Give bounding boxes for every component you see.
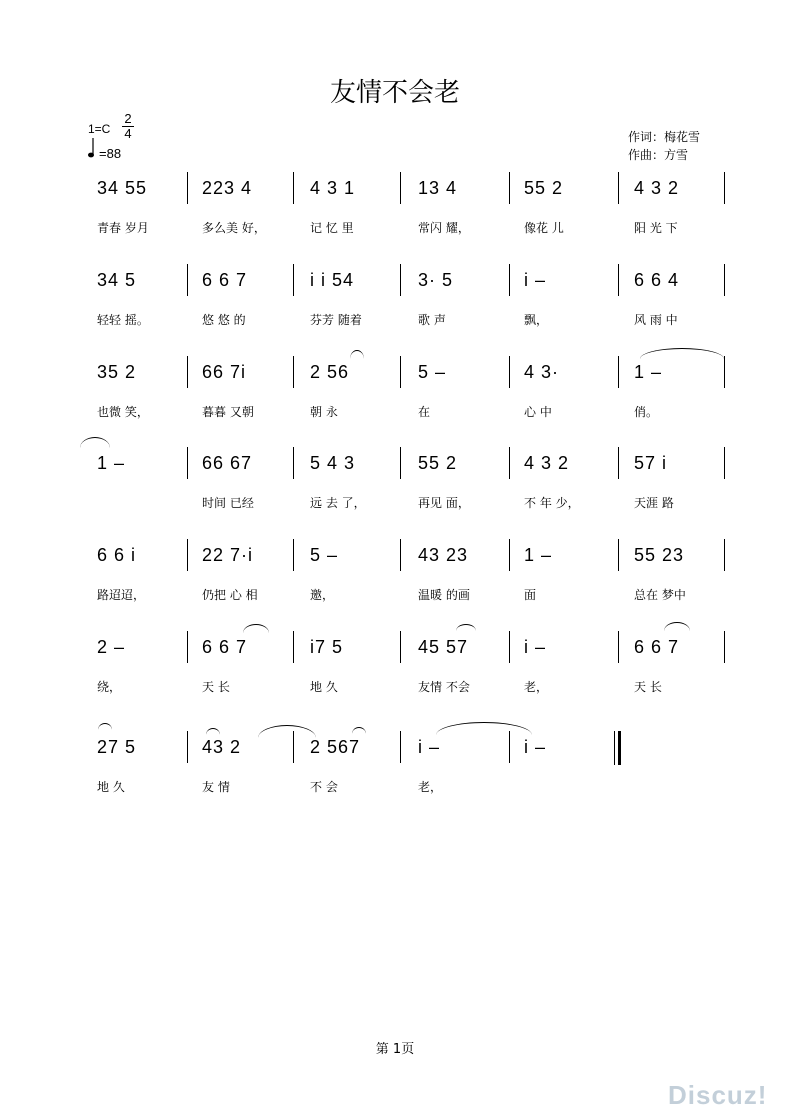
bar-line (400, 172, 401, 204)
bar-line (293, 631, 294, 663)
measure-notes: 6 6 7 (634, 637, 680, 657)
measure-notes: 2 567 (310, 737, 361, 757)
bar-line (187, 264, 188, 296)
bar-line (293, 264, 294, 296)
bar-line (509, 447, 510, 479)
lyric-text: 邀， (310, 588, 335, 602)
measure-notes: 66 7i (202, 362, 247, 382)
measure-notes: 1 – (97, 453, 126, 473)
measure-notes: 57 i (634, 453, 668, 473)
key-signature: 1=C (88, 122, 111, 136)
lyric-text: 多么美 好， (202, 221, 266, 235)
slur-mark (352, 727, 366, 734)
lyric-text: 天涯 路 (634, 496, 674, 510)
measure-notes: i – (418, 737, 441, 757)
slur-mark (664, 622, 690, 631)
bar-line (293, 447, 294, 479)
slur-mark (206, 728, 220, 735)
lyric-text: 风 雨 中 (634, 313, 678, 327)
tempo-marking: =88 (99, 146, 122, 161)
lyric-text: 天 长 (202, 680, 230, 694)
measure-notes: 55 2 (524, 178, 564, 198)
measure-notes: 55 2 (418, 453, 458, 473)
slur-mark (80, 437, 110, 448)
slur-mark (456, 624, 476, 631)
bar-line (509, 356, 510, 388)
lyric-text: 总在 梦中 (634, 588, 686, 602)
bar-line (400, 731, 401, 763)
measure-notes: 4 3 2 (634, 178, 680, 198)
bar-line (187, 356, 188, 388)
measure-notes: 5 4 3 (310, 453, 356, 473)
bar-line (400, 539, 401, 571)
bar-line (293, 356, 294, 388)
lyric-text: 不 会 (310, 780, 338, 794)
song-title: 友情不会老 (329, 78, 460, 108)
measure-notes: 2 56 (310, 362, 350, 382)
bar-line (509, 264, 510, 296)
lyric-text: 也微 笑， (97, 405, 149, 419)
lyric-text: 远 去 了， (310, 496, 366, 510)
lyric-text: 仍把 心 相 (202, 588, 258, 602)
lyric-text: 友 情 (202, 780, 230, 794)
bar-line (618, 172, 619, 204)
lyric-text: 老， (524, 680, 549, 694)
measure-notes: 45 57 (418, 637, 469, 657)
bar-line (400, 264, 401, 296)
measure-notes: 5 – (310, 545, 339, 565)
bar-line (618, 447, 619, 479)
bar-line (187, 631, 188, 663)
bar-line (293, 172, 294, 204)
lyric-text: 不 年 少， (524, 496, 580, 510)
bar-line (618, 631, 619, 663)
lyric-text: 悠 悠 的 (202, 313, 246, 327)
measure-notes: 4 3 2 (524, 453, 570, 473)
measure-notes: 35 2 (97, 362, 137, 382)
bar-line (724, 631, 725, 663)
lyric-text: 暮暮 又朝 (202, 405, 254, 419)
measure-notes: 13 4 (418, 178, 458, 198)
bar-line (187, 539, 188, 571)
bar-line (293, 539, 294, 571)
page-number: 第 1页 (375, 1042, 415, 1057)
lyric-text: 歌 声 (418, 313, 446, 327)
slur-mark (640, 348, 724, 359)
measure-notes: 1 – (634, 362, 663, 382)
measure-notes: 27 5 (97, 737, 137, 757)
time-signature-bottom: 4 (124, 126, 132, 141)
bar-line (724, 264, 725, 296)
measure-notes: 2 – (97, 637, 126, 657)
measure-notes: 34 5 (97, 270, 137, 290)
lyric-text: 天 长 (634, 680, 662, 694)
bar-line (618, 539, 619, 571)
watermark-logo: Discuz! (668, 1080, 768, 1110)
measure-notes: 22 7·i (202, 545, 254, 565)
time-signature-top: 2 (124, 111, 132, 126)
time-signature (121, 112, 135, 141)
lyric-text: 地 久 (97, 780, 125, 794)
measure-notes: 4 3· (524, 362, 560, 382)
lyric-text: 常闪 耀， (418, 221, 470, 235)
lyric-text: 心 中 (524, 405, 552, 419)
lyric-text: 友情 不会 (418, 680, 470, 694)
measure-notes: 223 4 (202, 178, 253, 198)
bar-line (187, 447, 188, 479)
slur-mark (350, 350, 364, 359)
final-barline-thick (618, 731, 621, 765)
bar-line (187, 731, 188, 763)
measure-notes: i – (524, 637, 547, 657)
measure-notes: i7 5 (310, 637, 344, 657)
measure-notes: 4 3 1 (310, 178, 356, 198)
lyric-text: 老， (418, 780, 443, 794)
lyric-text: 飘， (524, 313, 549, 327)
lyric-text: 像花 儿 (524, 221, 564, 235)
lyric-text: 在 (418, 405, 431, 419)
measure-notes: i i 54 (310, 270, 355, 290)
bar-line (724, 172, 725, 204)
lyric-text: 时间 已经 (202, 496, 254, 510)
measure-notes: 43 23 (418, 545, 469, 565)
measure-notes: 5 – (418, 362, 447, 382)
bar-line (509, 731, 510, 763)
measure-notes: i – (524, 270, 547, 290)
bar-line (618, 356, 619, 388)
lyricist-credit: 作词：梅花雪 (628, 130, 701, 144)
bar-line (187, 172, 188, 204)
measure-notes: 34 55 (97, 178, 148, 198)
bar-line (724, 356, 725, 388)
lyric-text: 绕， (97, 680, 122, 694)
lyric-text: 朝 永 (310, 405, 338, 419)
measure-notes: i – (524, 737, 547, 757)
composer-credit: 作曲：方雪 (628, 148, 689, 162)
slur-mark (243, 624, 269, 633)
measure-notes: 1 – (524, 545, 553, 565)
bar-line (509, 631, 510, 663)
lyric-text: 地 久 (310, 680, 338, 694)
measure-notes: 66 67 (202, 453, 253, 473)
measure-notes: 6 6 7 (202, 637, 248, 657)
lyric-text: 记 忆 里 (310, 221, 354, 235)
lyric-text: 路迢迢， (97, 588, 146, 602)
measure-notes: 6 6 4 (634, 270, 680, 290)
bar-line (724, 539, 725, 571)
lyric-text: 面 (524, 588, 537, 602)
final-barline-thin (614, 731, 615, 765)
lyric-text: 阳 光 下 (634, 221, 678, 235)
slur-mark (436, 722, 532, 735)
bar-line (618, 264, 619, 296)
slur-mark (98, 723, 112, 730)
measure-notes: 3· 5 (418, 270, 454, 290)
bar-line (509, 172, 510, 204)
lyric-text: 芬芳 随着 (310, 313, 362, 327)
bar-line (724, 447, 725, 479)
lyric-text: 青春 岁月 (97, 221, 149, 235)
slur-mark (258, 725, 316, 738)
bar-line (400, 356, 401, 388)
measure-notes: 6 6 i (97, 545, 137, 565)
bar-line (400, 631, 401, 663)
measure-notes: 43 2 (202, 737, 242, 757)
quarter-note-icon (88, 138, 94, 158)
bar-line (509, 539, 510, 571)
lyric-text: 轻轻 摇。 (97, 313, 149, 327)
bar-line (400, 447, 401, 479)
measure-notes: 55 23 (634, 545, 685, 565)
lyric-text: 俏。 (634, 405, 659, 419)
lyric-text: 温暖 的画 (418, 588, 470, 602)
measure-notes: 6 6 7 (202, 270, 248, 290)
lyric-text: 再见 面， (418, 496, 470, 510)
